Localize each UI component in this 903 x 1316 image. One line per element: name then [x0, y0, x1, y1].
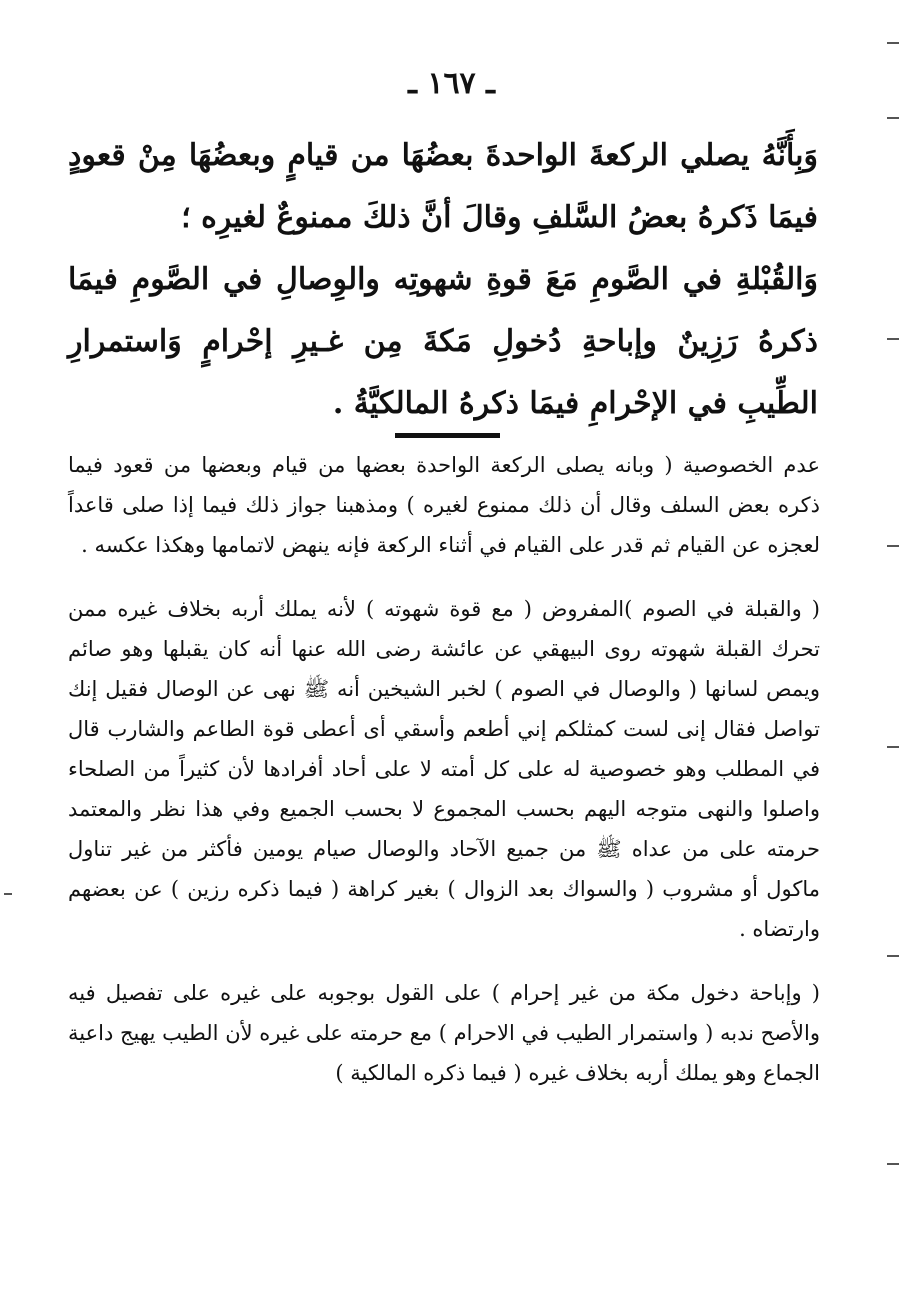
main-paragraph: وَبِأَنَّهُ يصلي الركعةَ الواحدةَ بعضُهَا من قيامٍ وبعضُهَا مِنْ قعودٍ فيمَا ذَكرهُ بعضُ السَّلفِ وقالَ أنَّ ذلكَ ممنوعٌ لغيرِه ؛: [68, 138, 818, 235]
scan-edge-mark: [887, 1163, 899, 1165]
scan-edge-mark: [887, 42, 899, 44]
section-divider: [395, 433, 500, 438]
page-number: ـ ١٦٧ ـ: [408, 66, 495, 101]
scan-edge-mark: [887, 746, 899, 748]
commentary-paragraph: ( وإباحة دخول مكة من غير إحرام ) على القول بوجوبه على غيره على تفصيل فيه والأصح ندبه ( واستمرار الطيب في الاحرام ) مع حرمته على غيره لأن الطيب يهيج داعية الجماع وهو يملك أربه بخلاف غيره ( فيما ذكره المالكية ): [68, 981, 820, 1085]
scan-edge-mark: [887, 955, 899, 957]
scan-edge-mark: [887, 545, 899, 547]
main-text: [68, 125, 818, 435]
commentary-text: [68, 445, 820, 1117]
scan-edge-mark: [887, 117, 899, 119]
scan-edge-mark: [887, 338, 899, 340]
commentary-paragraph: عدم الخصوصية ( وبانه يصلى الركعة الواحدة بعضها من قيام وبعضها من قعود فيما ذكره بعض السلف وقال أن ذلك ممنوع لغيره ) ومذهبنا جواز ذلك فيما إذا صلى قاعداً لعجزه عن القيام ثم قدر على القيام في أثناء الركعة فإنه ينهض لاتمامها وهكذا عكسه .: [68, 453, 820, 557]
main-paragraph: وَالقُبْلةِ في الصَّومِ مَعَ قوةِ شهوتِه والوِصالِ في الصَّومِ فيمَا ذكرهُ رَزِينٌ وإباحةِ دُخولِ مَكةَ مِن غـيرِ إحْرامٍ وَاستمرارِ الطِّيبِ في الإحْرامِ فيمَا ذكرهُ المالكيَّةُ .: [68, 262, 818, 421]
commentary-paragraph: ( والقبلة في الصوم )المفروض ( مع قوة شهوته ) لأنه يملك أربه بخلاف غيره ممن تحرك القبلة شهوته روى البيهقي عن عائشة رضى الله عنها أنه كان يقبلها وهو صائم ويمص لسانها ( والوصال في الصوم ) لخبر الشيخين أنه ﷺ نهى عن الوصال فقيل إنك تواصل فقال إنى لست كمثلكم إني أطعم وأسقي أى أعطى قوة الطاعم والشارب قال في المطلب وهو خصوصية له على كل أمته لا على أحاد أفرادها لأن كثيراً من الصلحاء واصلوا والنهى متوجه اليهم بحسب المجموع لا بحسب الجميع وفي هذا نظر والمعتمد حرمته على من عداه ﷺ من جميع الآحاد والوصال صيام يومين فأكثر من غير تناول ماكول أو مشروب ( والسواك بعد الزوال ) بغير كراهة ( فيما ذكره رزين ) عن بعضهم وارتضاه .: [68, 597, 820, 941]
scan-edge-mark: [4, 893, 12, 895]
